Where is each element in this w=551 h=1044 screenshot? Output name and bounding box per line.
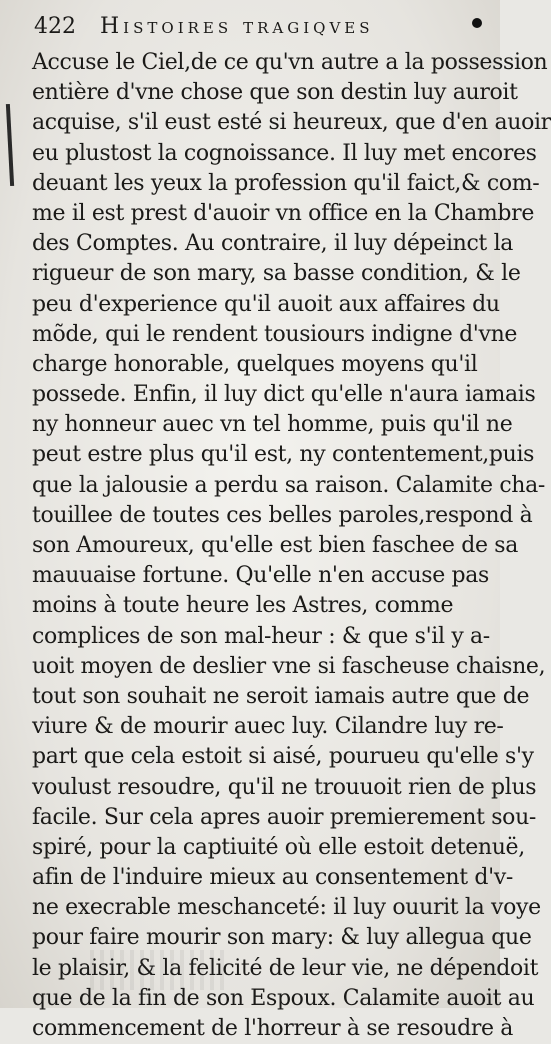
text-line: afin de l'induire mieux au consentement d'v- xyxy=(32,865,513,891)
page-text xyxy=(32,48,551,1041)
text-line: acquise, s'il eust esté si heureux, que d'en auoir xyxy=(32,110,551,136)
text-line: ne execrable meschanceté: il luy ouurit la voye xyxy=(32,895,541,921)
text-line: peut estre plus qu'il est, ny contentement,puis xyxy=(32,442,535,468)
text-line: mauuaise fortune. Qu'elle n'en accuse pas xyxy=(32,563,489,589)
text-line: charge honorable, quelques moyens qu'il xyxy=(32,351,478,377)
text-line: mõde, qui le rendent tousiours indigne d'vne xyxy=(32,321,518,347)
text-line: entière d'vne chose que son destin luy auroit xyxy=(32,80,518,106)
margin-mark-icon xyxy=(6,104,14,186)
text-line: le plaisir, & la felicité de leur vie, ne dépendoit xyxy=(32,955,539,981)
text-line: viure & de mourir auec luy. Cilandre luy re- xyxy=(32,714,504,740)
text-line: touillee de toutes ces belles paroles,respond à xyxy=(32,502,533,528)
text-line: Accuse le Ciel,de ce qu'vn autre a la possession xyxy=(32,50,548,75)
page-header xyxy=(34,12,494,42)
text-line: complices de son mal-heur : & que s'il y a- xyxy=(32,623,490,649)
text-line: voulust resoudre, qu'il ne trouuoit rien de plus xyxy=(32,774,537,800)
text-line: moins à toute heure les Astres, comme xyxy=(32,593,454,619)
text-line: tout son souhait ne seroit iamais autre que de xyxy=(32,683,530,709)
text-line: uoit moyen de deslier vne si fascheuse chaisne, xyxy=(32,653,546,679)
text-line: eu plustost la cognoissance. Il luy met encores xyxy=(32,140,537,166)
running-title: Histoires tragiqves xyxy=(100,14,374,39)
text-line: des Comptes. Au contraire, il luy dépeinct la xyxy=(32,231,514,257)
text-line: spiré, pour la captiuité où elle estoit detenuë, xyxy=(32,834,525,860)
text-line: que de la fin de son Espoux. Calamite auoit au xyxy=(32,985,535,1011)
text-line: me il est prest d'auoir vn office en la Chambre xyxy=(32,200,535,226)
text-line: son Amoureux, qu'elle est bien faschee de sa xyxy=(32,533,518,558)
text-line: pour faire mourir son mary: & luy allegua que xyxy=(32,925,532,951)
show-through-ink xyxy=(90,950,230,990)
page-number: 422 xyxy=(34,14,76,39)
text-line: deuant les yeux la profession qu'il faict,& com- xyxy=(32,170,540,196)
text-line: part que cela estoit si aisé, pourueu qu'elle s'y xyxy=(32,744,534,770)
text-line: rigueur de son mary, sa basse condition, & le xyxy=(32,261,521,287)
text-line: facile. Sur cela apres auoir premierement sou- xyxy=(32,804,536,830)
text-line: que la jalousie a perdu sa raison. Calamite cha- xyxy=(32,472,545,498)
text-line: peu d'experience qu'il auoit aux affaires du xyxy=(32,291,500,317)
ink-dot-icon xyxy=(472,18,482,28)
text-line: commencement de l'horreur à se resoudre à xyxy=(32,1016,514,1041)
text-line: ny honneur auec vn tel homme, puis qu'il ne xyxy=(32,412,513,438)
text-line: possede. Enfin, il luy dict qu'elle n'aura iamais xyxy=(32,382,536,408)
